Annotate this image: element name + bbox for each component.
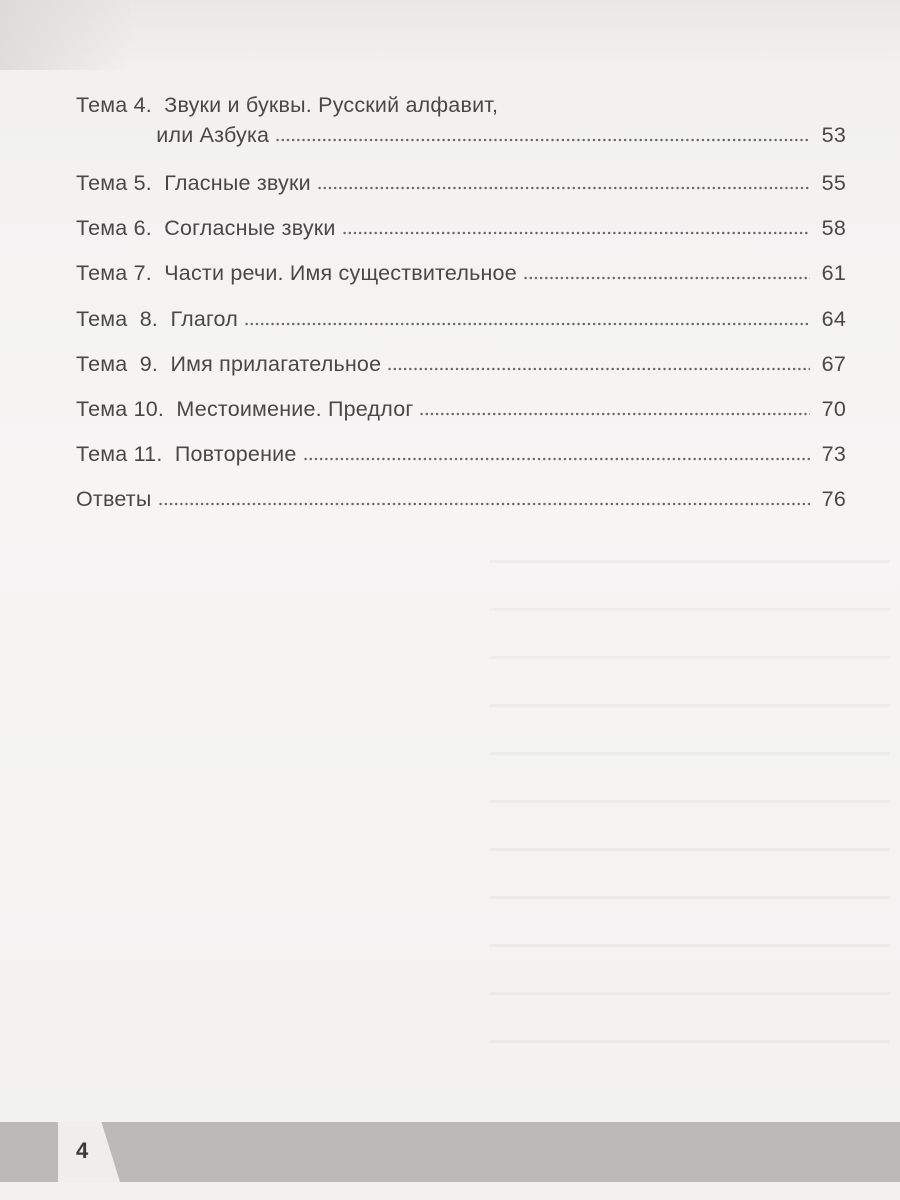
toc-entry-label-line1: Тема 4. Звуки и буквы. Русский алфавит, [76,93,499,117]
toc-entry-label: Тема 10. Местоимение. Предлог [76,397,414,421]
dot-leader [244,322,810,326]
toc-entry-page: 61 [821,261,846,285]
toc-entry-label: Тема 8. Глагол [76,307,238,331]
toc-entry [76,213,846,243]
toc-entry-label: или Азбука [76,123,270,147]
dot-leader [523,276,810,280]
toc-entry-page: 76 [821,487,846,511]
dot-leader [158,502,811,506]
toc-entry-label: Тема 6. Согласные звуки [76,216,336,240]
toc-entry-label: Тема 11. Повторение [76,442,297,466]
toc-entry-page: 73 [821,442,846,466]
toc-entry-label: Тема 5. Гласные звуки [76,171,311,195]
dot-leader [303,457,810,461]
toc-entry [76,394,846,424]
toc-entry-page: 55 [821,171,846,195]
top-corner-shade [0,0,130,70]
toc-entry [76,120,846,150]
toc-entry-label: Тема 9. Имя прилагательное [76,352,382,376]
toc-entry-page: 58 [821,216,846,240]
dot-leader [387,367,810,371]
toc-entry [76,349,846,379]
dot-leader [317,186,810,190]
bottom-margin [0,1182,900,1200]
dot-leader [419,412,810,416]
footer-bar [0,1122,900,1182]
toc-entry-label: Тема 7. Части речи. Имя существительное [76,261,517,285]
show-through-ghost-text [490,560,890,1060]
toc-entry [76,484,846,514]
dot-leader [342,231,810,235]
toc-entry-page: 64 [821,307,846,331]
toc-entry [76,168,846,198]
toc-entry [76,304,846,334]
toc-entry-page: 53 [821,123,846,147]
toc-entry-page: 70 [821,397,846,421]
toc-entry [76,439,846,469]
toc-entry-page: 67 [821,352,846,376]
page-number: 4 [76,1138,89,1163]
toc-entry-label: Ответы [76,487,152,511]
top-shadow [0,0,900,70]
dot-leader [275,138,810,142]
toc-entry [76,258,846,288]
